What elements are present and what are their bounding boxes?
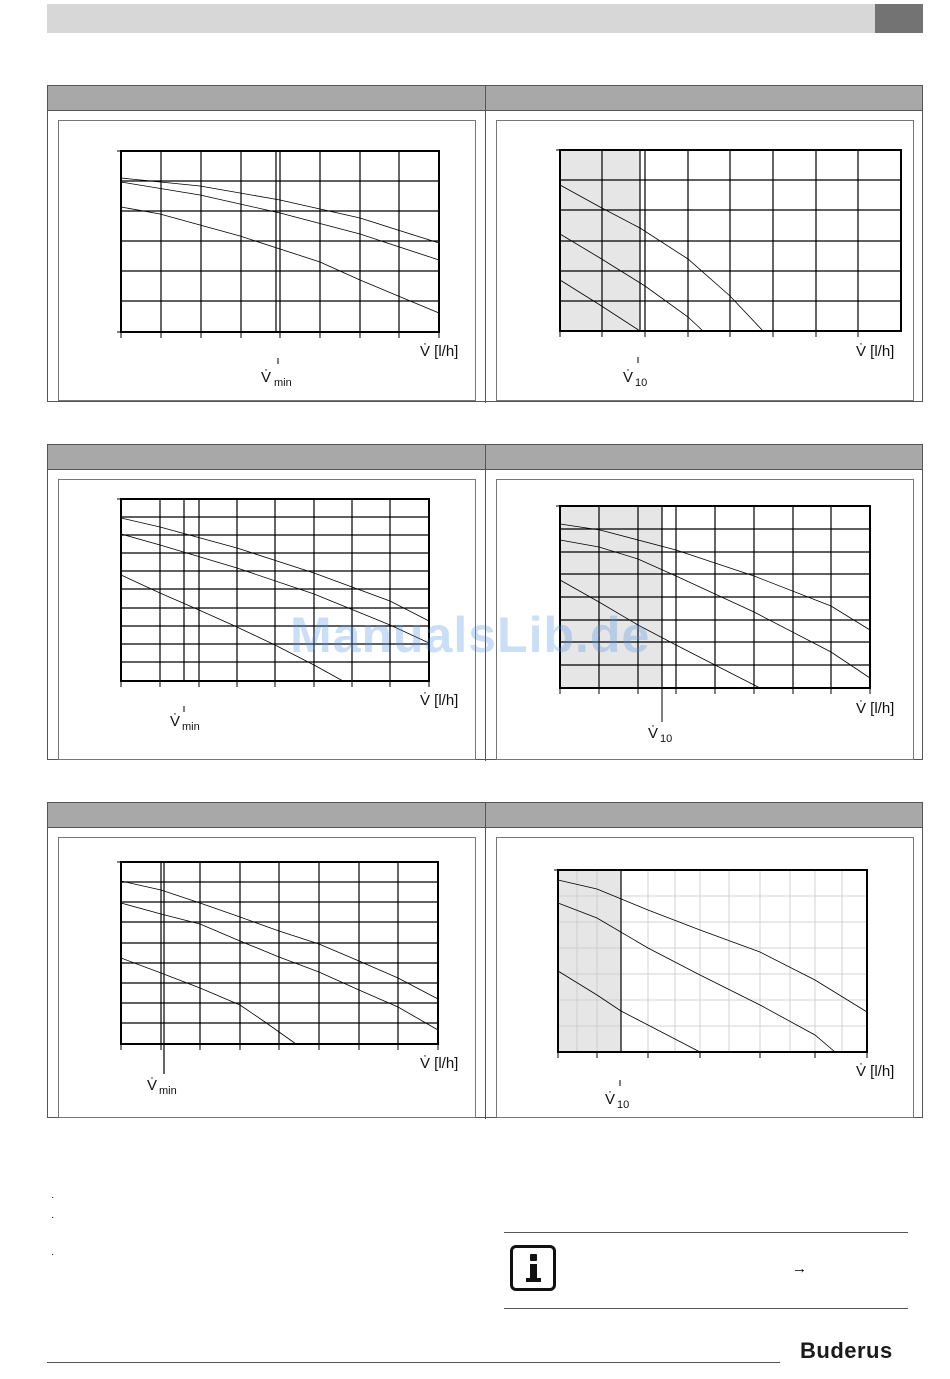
bullet-2: · bbox=[51, 1212, 55, 1223]
x-axis-label: V̇ [l/h] bbox=[420, 692, 459, 709]
v10-marker-subscript: 10 bbox=[617, 1099, 630, 1111]
v10-marker-label: V̇ bbox=[623, 369, 634, 386]
v-min-marker-subscript: min bbox=[159, 1085, 177, 1097]
arrow-right-icon: → bbox=[792, 1260, 807, 1277]
v-min-marker-subscript: min bbox=[182, 721, 200, 733]
v10-marker-subscript: 10 bbox=[660, 733, 673, 745]
bullet-3: · bbox=[51, 1249, 55, 1260]
x-axis-label: V̇ [l/h] bbox=[420, 343, 459, 360]
x-axis-label: V̇ [l/h] bbox=[856, 700, 895, 717]
buderus-logo: Buderus bbox=[800, 1338, 893, 1363]
v10-marker-label: V̇ bbox=[605, 1091, 616, 1108]
v10-marker-label: V̇ bbox=[648, 725, 659, 742]
v10-marker-subscript: 10 bbox=[635, 377, 648, 389]
info-note bbox=[504, 1232, 908, 1309]
x-axis-label: V̇ [l/h] bbox=[856, 1063, 895, 1080]
footer-rule bbox=[47, 1362, 780, 1363]
bullet-1: · bbox=[51, 1192, 55, 1203]
v-min-marker-label: V̇ bbox=[147, 1077, 158, 1094]
shaded-region bbox=[558, 870, 621, 1052]
x-axis-label: V̇ [l/h] bbox=[856, 343, 895, 360]
x-axis-label: V̇ [l/h] bbox=[420, 1055, 459, 1072]
v-min-marker-label: V̇ bbox=[170, 713, 181, 730]
watermark: ManualsLib.de bbox=[290, 607, 651, 663]
v-min-marker-label: V̇ bbox=[261, 369, 272, 386]
v-min-marker-subscript: min bbox=[274, 377, 292, 389]
info-icon bbox=[510, 1245, 556, 1291]
